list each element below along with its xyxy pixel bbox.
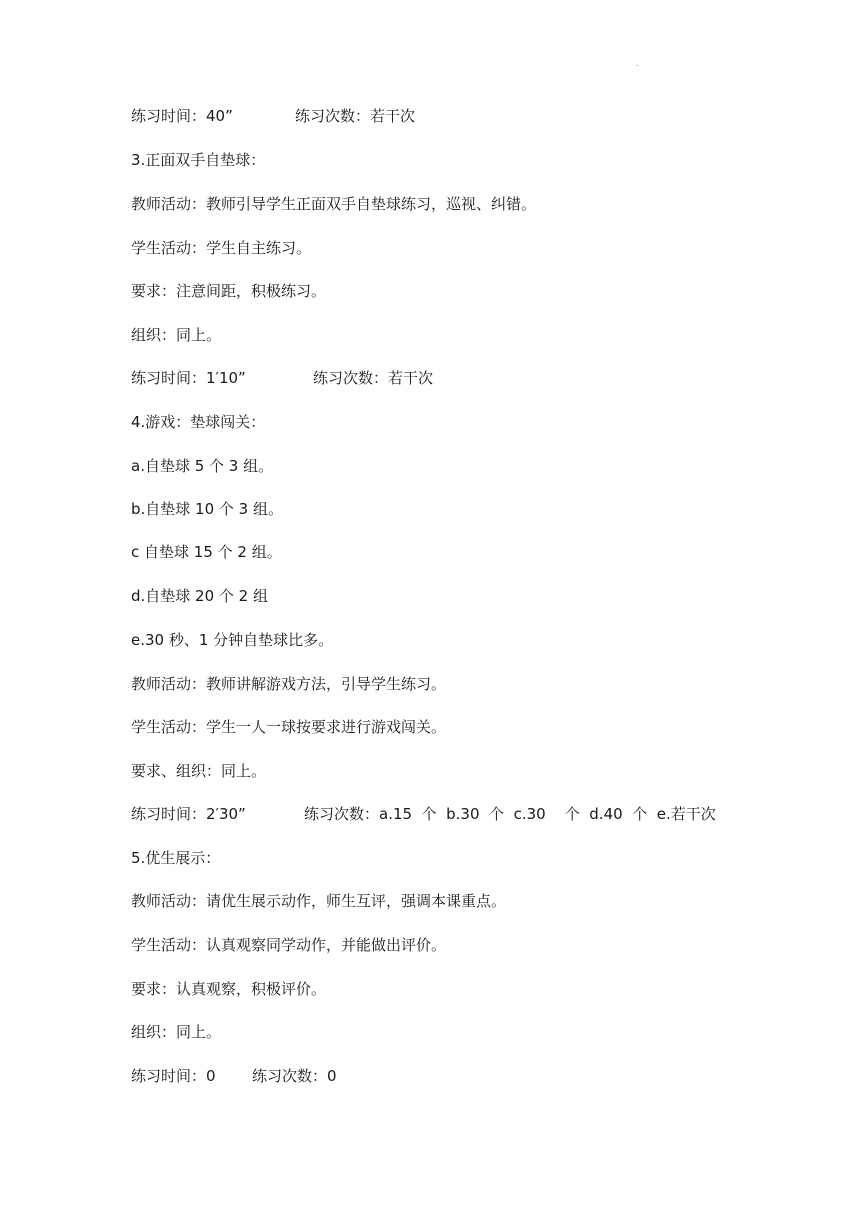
text-segment: 练习次数：0	[252, 1067, 337, 1085]
text-segment: c 自垫球 15 个 2 组。	[131, 543, 282, 561]
text-segment: 学生活动：学生一人一球按要求进行游戏闯关。	[131, 718, 447, 736]
text-segment: 组织：同上。	[131, 326, 222, 344]
text-line	[131, 106, 415, 126]
text-segment: 3.正面双手自垫球：	[131, 151, 266, 169]
text-line	[131, 542, 282, 562]
text-segment: 练习次数：若干次	[313, 369, 434, 387]
text-segment: 组织：同上。	[131, 1023, 222, 1041]
text-segment: 练习次数：a.15 个 b.30 个 c.30 个 d.40 个 e.若干次	[304, 805, 716, 823]
text-segment: 练习次数：若干次	[295, 107, 416, 125]
text-segment: 教师活动：教师引导学生正面双手自垫球练习，巡视、纠错。	[131, 195, 537, 213]
text-line	[131, 281, 326, 301]
text-segment: e.30 秒、1 分钟自垫球比多。	[131, 631, 334, 649]
text-segment: 学生活动：学生自主练习。	[131, 239, 312, 257]
text-segment: 5.优生展示：	[131, 849, 221, 867]
text-line	[131, 325, 221, 345]
text-segment: b.自垫球 10 个 3 组。	[131, 500, 283, 518]
text-segment: 教师活动：请优生展示动作，师生互评，强调本课重点。	[131, 892, 507, 910]
text-line	[131, 935, 446, 955]
text-segment: 练习时间：0	[131, 1067, 216, 1085]
text-line	[131, 717, 446, 737]
text-line	[131, 761, 266, 781]
text-segment: 要求：注意间距，积极练习。	[131, 282, 327, 300]
corner-mark: .	[636, 59, 639, 68]
text-line	[131, 456, 273, 476]
text-segment: 练习时间：2′30”	[131, 805, 246, 823]
text-line	[131, 194, 536, 214]
text-line	[131, 499, 283, 519]
text-line	[131, 368, 433, 388]
text-line	[131, 1066, 337, 1086]
text-segment: 学生活动：认真观察同学动作，并能做出评价。	[131, 936, 447, 954]
text-line	[131, 630, 333, 650]
text-line	[131, 804, 716, 824]
text-line	[131, 412, 265, 432]
text-line	[131, 586, 268, 606]
text-segment: 要求：认真观察，积极评价。	[131, 980, 327, 998]
text-segment: 练习时间：40”	[131, 107, 233, 125]
text-segment: 4.游戏：垫球闯关：	[131, 413, 266, 431]
text-line	[131, 891, 506, 911]
text-segment: d.自垫球 20 个 2 组	[131, 587, 268, 605]
text-line	[131, 1022, 221, 1042]
text-line	[131, 238, 311, 258]
text-segment: a.自垫球 5 个 3 组。	[131, 457, 274, 475]
text-segment: 教师活动：教师讲解游戏方法，引导学生练习。	[131, 675, 447, 693]
text-line	[131, 674, 446, 694]
text-segment: 练习时间：1′10”	[131, 369, 246, 387]
text-line	[131, 979, 326, 999]
text-line	[131, 848, 220, 868]
text-segment: 要求、组织：同上。	[131, 762, 267, 780]
text-line	[131, 150, 265, 170]
